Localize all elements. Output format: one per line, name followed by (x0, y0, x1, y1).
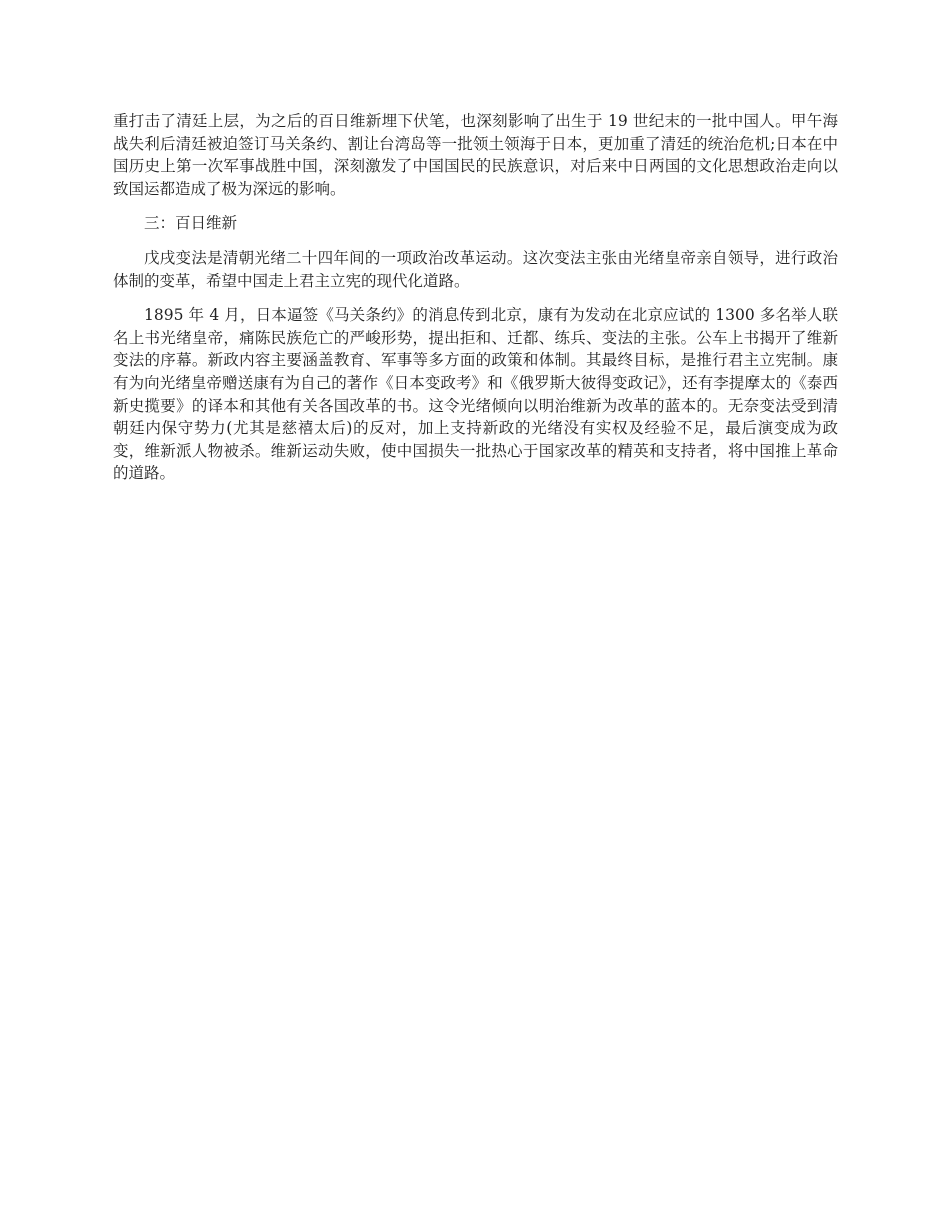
paragraph-intro: 戊戌变法是清朝光绪二十四年间的一项政治改革运动。这次变法主张由光绪皇帝亲自领导，进行政治体制的变革，希望中国走上君主立宪的现代化道路。 (113, 248, 838, 290)
paragraph-continuation: 重打击了清廷上层，为之后的百日维新埋下伏笔，也深刻影响了出生于 19 世纪末的一批中国人。甲午海战失利后清廷被迫签订马关条约、割让台湾岛等一批领土领海于日本，更加重了清廷的统治危机;日本在中国历史上第一次军事战胜中国，深刻激发了中国国民的民族意识，对后来中日两国的文化思想政治走向以致国运都造成了极为深远的影响。 (113, 112, 838, 198)
document-body (113, 110, 838, 497)
section-heading: 三：百日维新 (144, 214, 238, 233)
paragraph-history: 1895 年 4 月，日本逼签《马关条约》的消息传到北京，康有为发动在北京应试的 1300 多名举人联名上书光绪皇帝，痛陈民族危亡的严峻形势，提出拒和、迁都、练兵、变法的主张。公车上书揭开了维新变法的序幕。新政内容主要涵盖教育、军事等多方面的政策和体制。其最终目标，是推行君主立宪制。康有为向光绪皇帝赠送康有为自己的著作《日本变政考》和《俄罗斯大彼得变政记》，还有李提摩太的《泰西新史揽要》的译本和其他有关各国改革的书。这令光绪倾向以明治维新为改革的蓝本的。无奈变法受到清朝廷内保守势力(尤其是慈禧太后)的反对，加上支持新政的光绪没有实权及经验不足，最后演变成为政变，维新派人物被杀。维新运动失败，使中国损失一批热心于国家改革的精英和支持者，将中国推上革命的道路。 (113, 306, 838, 483)
